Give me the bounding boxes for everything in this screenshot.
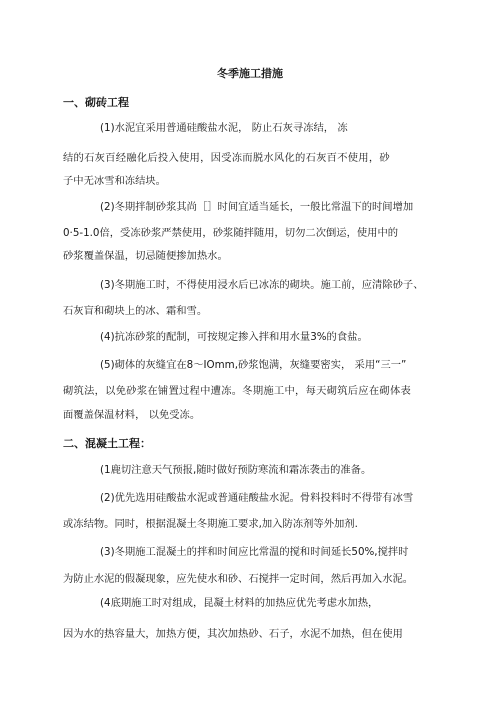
paragraph-line: 面覆盖保温材料， 以免受冻。 xyxy=(63,409,201,421)
paragraph-line: 结的石灰百经融化后投入使用，因受冻而脱水风化的石灰百不使用，砂 xyxy=(63,152,390,164)
paragraph-line: (4底期施工时对组成，昆凝土材料的加热应优先考虑水加热， xyxy=(100,597,379,609)
paragraph-line: 石灰盲和砌块上的冰、霜和雪。 xyxy=(63,305,208,317)
paragraph-line: (1鹿切注意天气预报,随时做好预防寒流和霜冻袭击的准备。 xyxy=(100,464,372,476)
paragraph-line: (2)优先选用硅酸盐水泥或普通硅酸盐水泥。骨料投料时不得带有冰雪 xyxy=(100,492,414,504)
paragraph-line: (3)冬期施工混凝土的拌和时间应比常温的搅和时间延长50%,搅拌时 xyxy=(100,546,409,558)
paragraph-line: 子中无冰雪和冻结块。 xyxy=(63,175,166,187)
paragraph-line: (1)水泥宜采用普通硅酸盐水泥， 防止石灰寻冻结， 冻 xyxy=(100,122,348,134)
paragraph-line: 或冻结物。同时，根据混凝土冬期施工要求,加入防冻剂等外加剂. xyxy=(63,518,358,530)
paragraph-line: (4)抗冻砂浆的配制，可按规定掺入拌和用水量3%的食盐。 xyxy=(100,331,368,343)
section-heading-masonry: 一、砌砖工程 xyxy=(63,96,129,109)
paragraph-line: (2)冬期拌制砂浆其尚［］时间宜适当延长，一般比常温下的时间增加 xyxy=(100,201,414,213)
paragraph-line: 0·5-1.0倍，受冻砂浆严禁使用，砂浆随拌随用，切勿二次倒运，使用中的 xyxy=(63,227,399,239)
paragraph-line: (5)砌体的灰缝宜在8～IOmm,砂浆饱满，灰缝要密实， 采用“三一” xyxy=(100,359,407,371)
document-title: 冬季施工措施 xyxy=(217,67,283,80)
paragraph-line: 为防止水泥的假凝现象，应先使水和砂、石搅拌一定时间，然后再加入水泥。 xyxy=(63,573,414,585)
paragraph-line: (3)冬期施工时，不得使用浸水后已冰冻的砌块。施工前，应清除砂子、 xyxy=(100,279,424,291)
paragraph-line: 砂浆覆盖保温，切忌随便掺加热水。 xyxy=(63,250,228,262)
section-heading-concrete: 二、混凝土工程： xyxy=(63,437,151,450)
paragraph-line: 砌筑法，以免砂浆在铺置过程中遭冻。冬期施工中，每天砌筑后应在砌体表 xyxy=(63,385,412,397)
paragraph-line: 因为水的热容量大，加热方便，其次加热砂、石子，水泥不加热，但在使用 xyxy=(63,628,403,640)
